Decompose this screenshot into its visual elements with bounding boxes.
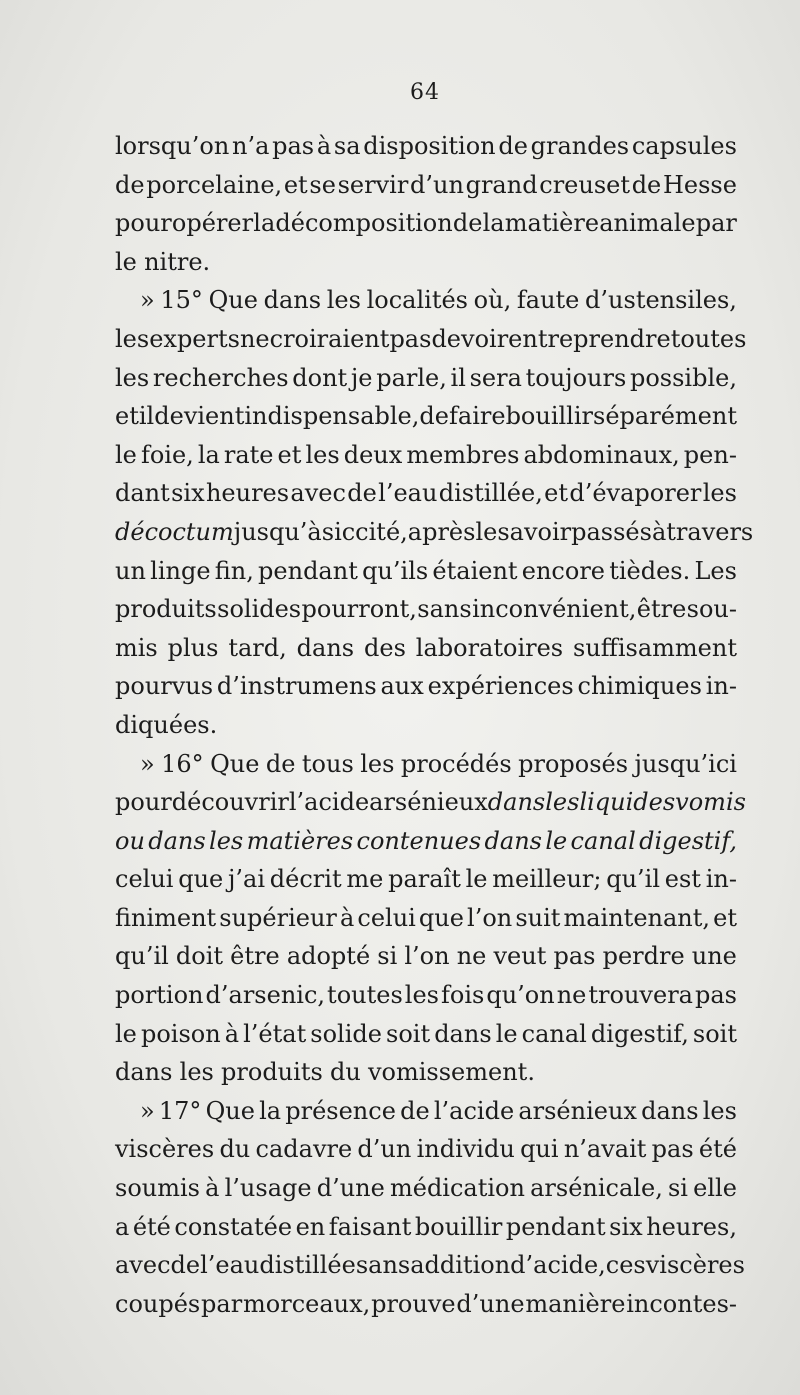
word: viscères: [645, 1251, 745, 1280]
word: dans: [148, 826, 206, 855]
word: les: [702, 479, 737, 508]
word: découvrir: [171, 788, 289, 817]
word: le: [115, 1019, 137, 1048]
text-line: [115, 204, 737, 243]
word: tièdes.: [609, 556, 691, 585]
word: mis: [115, 633, 158, 662]
word: Hesse: [662, 170, 737, 199]
text-line: [115, 1285, 737, 1324]
word: de: [265, 749, 296, 778]
word: trouvera: [588, 981, 693, 1010]
word: de: [170, 1251, 201, 1280]
word: proposés: [518, 749, 629, 778]
text-line: [115, 822, 737, 861]
text-line: [115, 860, 737, 899]
word: disposition: [363, 132, 496, 160]
text-line: [115, 783, 746, 822]
word: qui: [520, 1135, 559, 1164]
word: dans: [115, 1058, 173, 1087]
word: chimiques: [577, 672, 702, 701]
word: »: [140, 1096, 155, 1125]
text-line: [115, 397, 737, 436]
word: et: [277, 440, 302, 469]
word: si: [667, 1174, 688, 1203]
word: dans: [434, 1019, 492, 1048]
word: les: [545, 788, 580, 817]
word: qu’ils: [362, 556, 429, 585]
word: perdre: [602, 942, 685, 971]
word: coupés: [115, 1289, 201, 1318]
word: produits: [221, 1058, 323, 1087]
word: d’un: [410, 170, 464, 199]
word: à: [339, 903, 355, 932]
word: d’acide,: [510, 1251, 606, 1280]
word: si: [377, 942, 398, 971]
word: de: [115, 170, 145, 199]
word: à: [651, 517, 667, 546]
word: plus: [167, 633, 219, 662]
word: le: [545, 826, 568, 855]
word: finiment: [115, 903, 217, 932]
word: pour: [115, 209, 172, 238]
word: les: [404, 981, 439, 1010]
word: viscères: [115, 1135, 215, 1164]
word: 15°: [160, 286, 203, 315]
word: que: [418, 903, 464, 932]
word: ne: [456, 942, 487, 971]
word: une: [691, 942, 737, 971]
word: travers: [666, 517, 754, 546]
word: les: [115, 324, 150, 353]
word: portion: [115, 981, 204, 1010]
word: de: [498, 132, 528, 160]
word: pas: [389, 324, 432, 353]
word: creuset: [539, 170, 630, 199]
word: été: [132, 1212, 171, 1241]
word: le: [465, 865, 488, 894]
word: sou-: [686, 595, 737, 624]
text-line: [115, 436, 737, 475]
word: les: [209, 826, 244, 855]
word: d’arsenic,: [205, 981, 326, 1010]
word: liquides: [579, 788, 676, 817]
word: les: [475, 517, 510, 546]
word: un: [115, 556, 146, 585]
word: arsénieux: [369, 788, 488, 817]
word: poison: [140, 1019, 221, 1048]
word: avoir: [509, 517, 572, 546]
word: jusqu’à: [233, 517, 322, 546]
word: dans: [484, 826, 542, 855]
word: adopté: [286, 942, 371, 971]
word: indispensable,: [244, 402, 420, 431]
word: d’ustensiles,: [585, 286, 737, 315]
text-line: [115, 1053, 737, 1092]
word: soit: [386, 1019, 431, 1048]
word: lorsqu’on: [115, 132, 230, 160]
word: Que: [208, 286, 258, 315]
word: avec: [115, 1251, 171, 1280]
word: décomposition: [275, 209, 453, 238]
word: pendant: [505, 1212, 606, 1241]
word: toutes: [670, 324, 747, 353]
word: porcelaine,: [146, 170, 283, 199]
word: faire: [449, 402, 506, 431]
word: que: [178, 865, 224, 894]
text-line: [115, 474, 737, 513]
word: produits: [115, 595, 217, 624]
word: prouve: [371, 1289, 456, 1318]
word: l’eau: [200, 1251, 260, 1280]
word: canal: [570, 826, 636, 855]
word: devoir: [431, 324, 509, 353]
word: me: [346, 865, 384, 894]
word: recherches: [152, 363, 289, 392]
text-line: [115, 1208, 737, 1247]
word: ne: [239, 324, 270, 353]
word: celui: [115, 865, 174, 894]
word: 17°: [158, 1096, 202, 1125]
word: été: [698, 1135, 737, 1164]
word: l’on: [404, 942, 450, 971]
word: servir: [337, 170, 409, 199]
word: meilleur;: [492, 865, 602, 894]
word: bouillir: [505, 402, 594, 431]
word: les: [360, 749, 395, 778]
word: soit: [692, 1019, 737, 1048]
word: se: [309, 170, 336, 199]
word: sans: [355, 1251, 411, 1280]
word: rate: [223, 440, 274, 469]
word: médication: [389, 1174, 525, 1203]
word: vomis: [675, 788, 746, 817]
word: Les: [694, 556, 737, 585]
word: être: [230, 942, 280, 971]
body-text: [115, 127, 754, 1323]
word: l’acide: [288, 788, 370, 817]
word: dans: [263, 286, 322, 315]
text-line: [115, 937, 737, 976]
word: des: [364, 633, 406, 662]
word: il: [138, 402, 155, 431]
word: maintenant,: [563, 903, 711, 932]
text-line: [115, 1169, 737, 1208]
text-line: [115, 359, 737, 398]
word: grand: [465, 170, 538, 199]
word: dans: [296, 633, 355, 662]
word: être: [636, 595, 687, 624]
word: aux: [380, 672, 424, 701]
text-line: [115, 127, 737, 166]
word: la: [482, 209, 505, 238]
word: constatée: [174, 1212, 293, 1241]
word: Que: [210, 749, 260, 778]
word: incontes-: [626, 1289, 737, 1318]
text-line: [115, 706, 737, 745]
word: les: [179, 1058, 214, 1087]
word: soumis: [115, 1174, 200, 1203]
word: inconvénient,: [472, 595, 637, 624]
word: où,: [473, 286, 512, 315]
word: fin,: [214, 556, 254, 585]
word: paraît: [388, 865, 461, 894]
word: le: [115, 247, 137, 276]
word: sera: [469, 363, 522, 392]
word: digestif,: [590, 1019, 689, 1048]
word: toujours: [525, 363, 627, 392]
page-number: 64: [410, 80, 440, 105]
word: digestif,: [639, 826, 737, 855]
text-line: [115, 590, 737, 629]
word: procédés: [400, 749, 512, 778]
word: tard,: [228, 633, 287, 662]
word: faisant: [328, 1212, 412, 1241]
word: les: [115, 363, 150, 392]
word: membres: [406, 440, 520, 469]
word: à: [224, 1019, 240, 1048]
word: distillée,: [438, 479, 543, 508]
word: l’état: [243, 1019, 307, 1048]
word: je: [350, 363, 373, 392]
text-line: [115, 243, 737, 282]
word: qu’il: [606, 865, 661, 894]
word: et: [544, 479, 569, 508]
word: abdominaux,: [523, 440, 680, 469]
word: possible,: [629, 363, 737, 392]
word: ne: [556, 981, 587, 1010]
word: addition: [410, 1251, 511, 1280]
word: dans: [487, 788, 546, 817]
text-line: [115, 1092, 737, 1131]
word: parle,: [376, 363, 447, 392]
word: la: [197, 440, 220, 469]
word: dont: [292, 363, 348, 392]
word: arsénicale,: [530, 1174, 663, 1203]
word: avec: [290, 479, 346, 508]
word: sans: [417, 595, 472, 624]
text-line: [115, 1015, 737, 1054]
text-line: [115, 1130, 737, 1169]
word: manière: [525, 1289, 626, 1318]
word: d’un: [357, 1135, 412, 1164]
word: les: [305, 440, 340, 469]
text-line: [115, 667, 737, 706]
text-line: [115, 513, 754, 552]
word: les: [326, 286, 361, 315]
word: localités: [366, 286, 468, 315]
word: décoctum: [115, 517, 234, 546]
text-line: [115, 552, 737, 591]
word: après: [407, 517, 476, 546]
text-line: [115, 1246, 745, 1285]
word: in-: [705, 672, 737, 701]
word: grandes: [530, 132, 630, 160]
word: l’eau: [378, 479, 438, 508]
word: »: [140, 749, 155, 778]
word: siccité,: [321, 517, 408, 546]
word: qu’il: [115, 942, 169, 971]
word: supérieur: [219, 903, 337, 932]
word: séparément: [593, 402, 737, 431]
word: d’une: [316, 1174, 385, 1203]
word: in-: [705, 865, 737, 894]
word: à: [205, 1174, 220, 1203]
word: suit: [515, 903, 561, 932]
word: la: [259, 1096, 282, 1125]
word: du: [219, 1135, 251, 1164]
word: nitre.: [144, 247, 211, 276]
word: de: [347, 479, 377, 508]
word: de: [452, 209, 483, 238]
word: matières: [246, 826, 354, 855]
word: pendant: [258, 556, 358, 585]
word: tous: [301, 749, 354, 778]
word: experts: [149, 324, 240, 353]
word: entreprendre: [508, 324, 671, 353]
word: dans: [641, 1096, 699, 1125]
word: pourvus: [115, 672, 214, 701]
word: vomissement.: [367, 1058, 535, 1087]
word: étaient: [432, 556, 518, 585]
word: n’a: [232, 132, 270, 160]
word: est: [664, 865, 701, 894]
word: du: [329, 1058, 361, 1087]
word: pen-: [683, 440, 737, 469]
word: présence: [285, 1096, 396, 1125]
word: morceaux,: [243, 1289, 371, 1318]
word: six: [171, 479, 205, 508]
word: Que: [205, 1096, 255, 1125]
word: et: [283, 170, 308, 199]
word: croiraient: [269, 324, 390, 353]
word: l’acide: [433, 1096, 515, 1125]
word: pas: [553, 942, 596, 971]
word: décrit: [269, 865, 342, 894]
word: devient: [154, 402, 245, 431]
text-line: [115, 281, 737, 320]
word: heures,: [646, 1212, 737, 1241]
word: matière: [504, 209, 600, 238]
word: deux: [343, 440, 403, 469]
word: pas: [651, 1135, 694, 1164]
word: en: [295, 1212, 326, 1241]
word: doit: [175, 942, 224, 971]
word: six: [609, 1212, 643, 1241]
word: d’évaporer: [569, 479, 702, 508]
word: l’usage: [224, 1174, 312, 1203]
word: linge: [150, 556, 211, 585]
word: capsules: [631, 132, 737, 160]
word: bouillir: [414, 1212, 503, 1241]
text-line: [115, 745, 737, 784]
text-line: [115, 976, 737, 1015]
word: à: [316, 132, 332, 160]
word: dant: [115, 479, 170, 508]
word: toutes: [327, 981, 403, 1010]
word: faute: [516, 286, 580, 315]
word: et: [115, 402, 139, 431]
word: n’avait: [563, 1135, 647, 1164]
word: cadavre: [255, 1135, 353, 1164]
word: et: [713, 903, 737, 932]
word: pas: [272, 132, 315, 160]
text-line: [115, 166, 737, 205]
word: solides: [217, 595, 302, 624]
word: de: [631, 170, 662, 199]
word: expériences: [427, 672, 574, 701]
word: pour: [115, 788, 172, 817]
word: foie,: [140, 440, 194, 469]
word: jusqu’ici: [634, 749, 737, 778]
word: pourront,: [301, 595, 417, 624]
word: le: [115, 440, 137, 469]
word: sa: [333, 132, 361, 160]
word: de: [400, 1096, 430, 1125]
word: les: [702, 1096, 737, 1125]
word: canal: [521, 1019, 587, 1048]
word: »: [140, 286, 155, 315]
word: elle: [693, 1174, 737, 1203]
word: ces: [605, 1251, 646, 1280]
word: d’une: [456, 1289, 525, 1318]
word: solide: [310, 1019, 382, 1048]
word: pas: [695, 981, 737, 1010]
word: passés: [571, 517, 652, 546]
word: suffisamment: [573, 633, 737, 662]
word: 16°: [161, 749, 204, 778]
word: de: [419, 402, 449, 431]
word: laboratoires: [415, 633, 564, 662]
word: veut: [493, 942, 547, 971]
text-line: [115, 320, 747, 359]
word: le: [495, 1019, 518, 1048]
word: la: [253, 209, 276, 238]
word: l’on: [467, 903, 513, 932]
word: a: [115, 1212, 130, 1241]
word: diquées.: [115, 710, 218, 739]
word: opérer: [171, 209, 254, 238]
word: d’instrumens: [216, 672, 377, 701]
word: encore: [521, 556, 605, 585]
word: par: [695, 209, 737, 238]
word: contenues: [356, 826, 482, 855]
word: arsénieux: [518, 1096, 637, 1125]
word: il: [450, 363, 466, 392]
word: animale: [599, 209, 696, 238]
word: celui: [357, 903, 416, 932]
word: par: [201, 1289, 243, 1318]
word: fois: [441, 981, 485, 1010]
word: qu’on: [486, 981, 555, 1010]
word: j’ai: [227, 865, 266, 894]
word: ou: [115, 826, 145, 855]
text-line: [115, 629, 737, 668]
word: heures: [205, 479, 290, 508]
word: distillée: [259, 1251, 356, 1280]
text-line: [115, 899, 737, 938]
word: individu: [416, 1135, 515, 1164]
